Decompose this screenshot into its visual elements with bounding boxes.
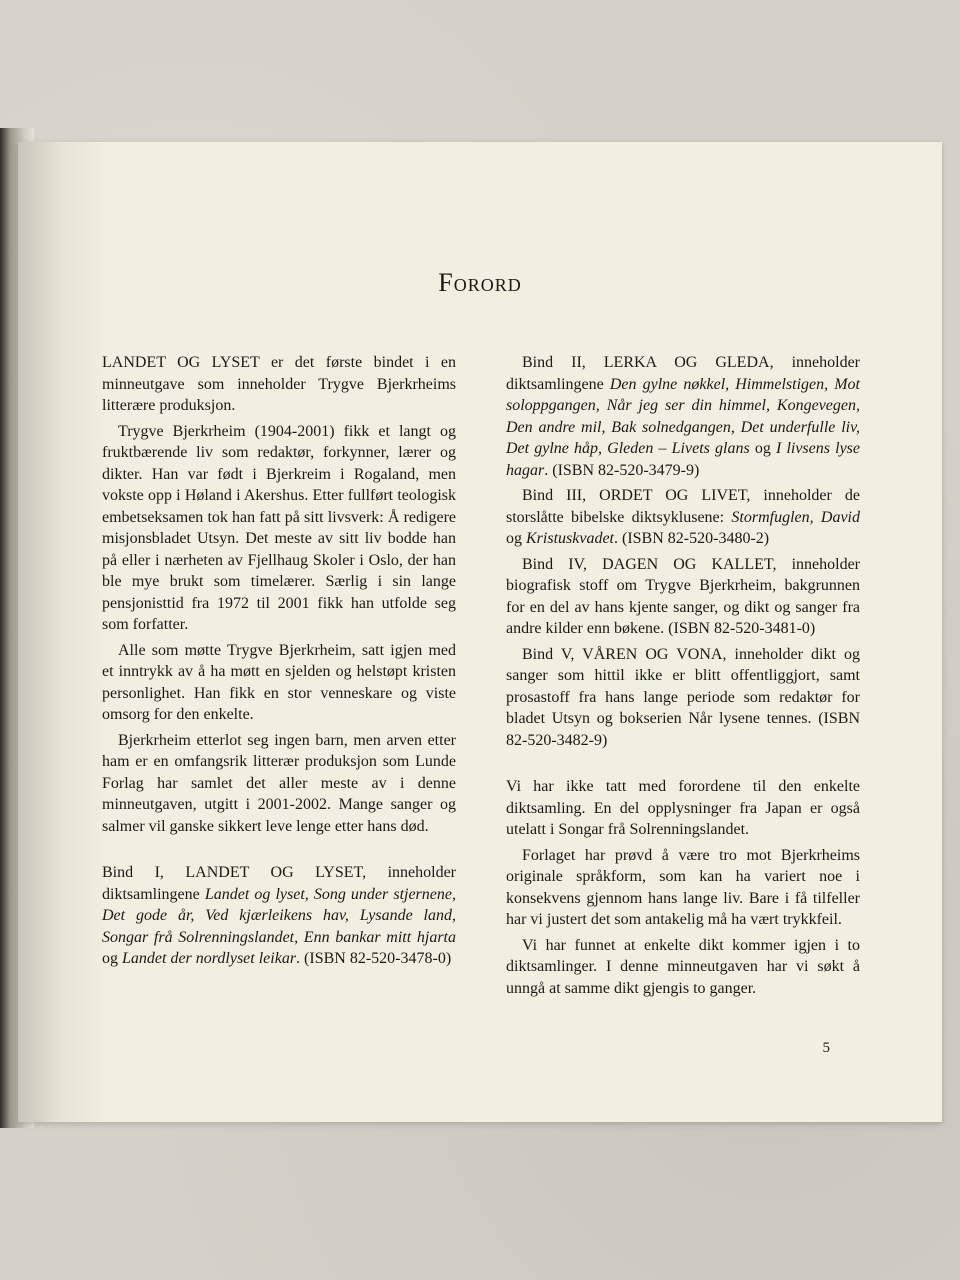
paragraph-intro: LANDET OG LYSET er det første bindet i en minneutgave som inneholder Trygve Bjerkrheims litterære produksjon. [102, 354, 456, 414]
right-text-column [506, 352, 860, 1003]
paragraph-volume-2: Bind II, LERKA OG GLEDA, inneholder diktsamlingene Den gylne nøkkel, Himmelstigen, Mot soloppgangen, Når jeg ser din himmel, Kongevegen, Den andre mil, Bak solnedgangen, Det underfulle liv, Det gylne håp, Gleden – Livets glans og I livsens lyse hagar. (ISBN 82-520-3479-9) [506, 354, 861, 479]
paragraph-volume-4: Bind IV, DAGEN OG KALLET, inneholder biografisk stoff om Trygve Bjerkrheim, bakgrunnen for en del av hans kjente sanger, og dikt og sanger fra andre kilder enn bøkene. (ISBN 82-520-3481-0) [506, 555, 860, 637]
left-text-column [102, 352, 456, 974]
volume-title-caps: LANDET OG LYSET [102, 354, 260, 371]
paragraph-volume-5: Bind V, VÅREN OG VONA, inneholder dikt og sanger som hittil ikke er blitt offentliggjort, samt prosastoff fra hans lange periode som redaktør for bladet Utsyn og bokserien Når lysene tennes. (ISBN 82-520-3482-9) [506, 645, 860, 749]
page-number: 5 [822, 1040, 830, 1056]
paragraph-language: Forlaget har prøvd å være tro mot Bjerkrheims originale språkform, som kan ha variert noe i konsekvens gjennom hans lange liv. Bare i få tilfeller har vi justert det som antakelig må ha vært trykkfeil. [506, 846, 860, 928]
paragraph-forewords: Vi har ikke tatt med forordene til den enkelte diktsamling. En del opplysninger fra Japan er også utelatt i Songar frå Solrenningslandet. [506, 778, 860, 838]
page-title: Forord [438, 268, 522, 297]
paragraph-legacy: Bjerkrheim etterlot seg ingen barn, men arven etter ham er en omfangsrik litterær produksjon som Lunde Forlag har samlet det aller meste av i denne minneutgaven, utgitt i 2001-2002. Mange sanger og salmer vil ganske sikkert leve lenge etter hans død. [102, 731, 456, 835]
paragraph-volume-1: Bind I, LANDET OG LYSET, inneholder diktsamlingene Landet og lyset, Song under stjernene, Det gode år, Ved kjærleikens hav, Lysande land, Songar frå Solrenningslandet, Enn bankar mitt hjarta og Landet der nordlyset leikar. (ISBN 82-520-3478-0) [102, 864, 456, 967]
book-page [18, 142, 942, 1122]
paragraph-personality: Alle som møtte Trygve Bjerkrheim, satt igjen med et inntrykk av å ha møtt en sjelden og helstøpt kristen personlighet. Han fikk en stor venneskare og viste omsorg for den enkelte. [102, 641, 456, 723]
paragraph-biography: Trygve Bjerkrheim (1904-2001) fikk et langt og fruktbærende liv som redaktør, forkynner, lærer og dikter. Han var født i Bjerkreim i Rogaland, men vokste opp i Høland i Akershus. Etter fullført teologisk embetseksamen tok han fatt på sitt livsverk: Å redigere misjonsbladet Utsyn. Det meste av sitt liv bodde han på eller i nærheten av Fjellhaug Skoler i Oslo, der han ble mye brukt som timelærer. Særlig i sin lange pensjonisttid fra 1972 til 2001 fikk han utfolde seg som forfatter. [102, 422, 456, 633]
paragraph-duplicates: Vi har funnet at enkelte dikt kommer igjen i to diktsamlinger. I denne minneutgaven har vi søkt å unngå at samme dikt gjengis to ganger. [506, 936, 860, 997]
paragraph-volume-3: Bind III, ORDET OG LIVET, inneholder de storslåtte bibelske diktsyklusene: Stormfuglen, David og Kristuskvadet. (ISBN 82-520-3480-2) [506, 487, 860, 547]
